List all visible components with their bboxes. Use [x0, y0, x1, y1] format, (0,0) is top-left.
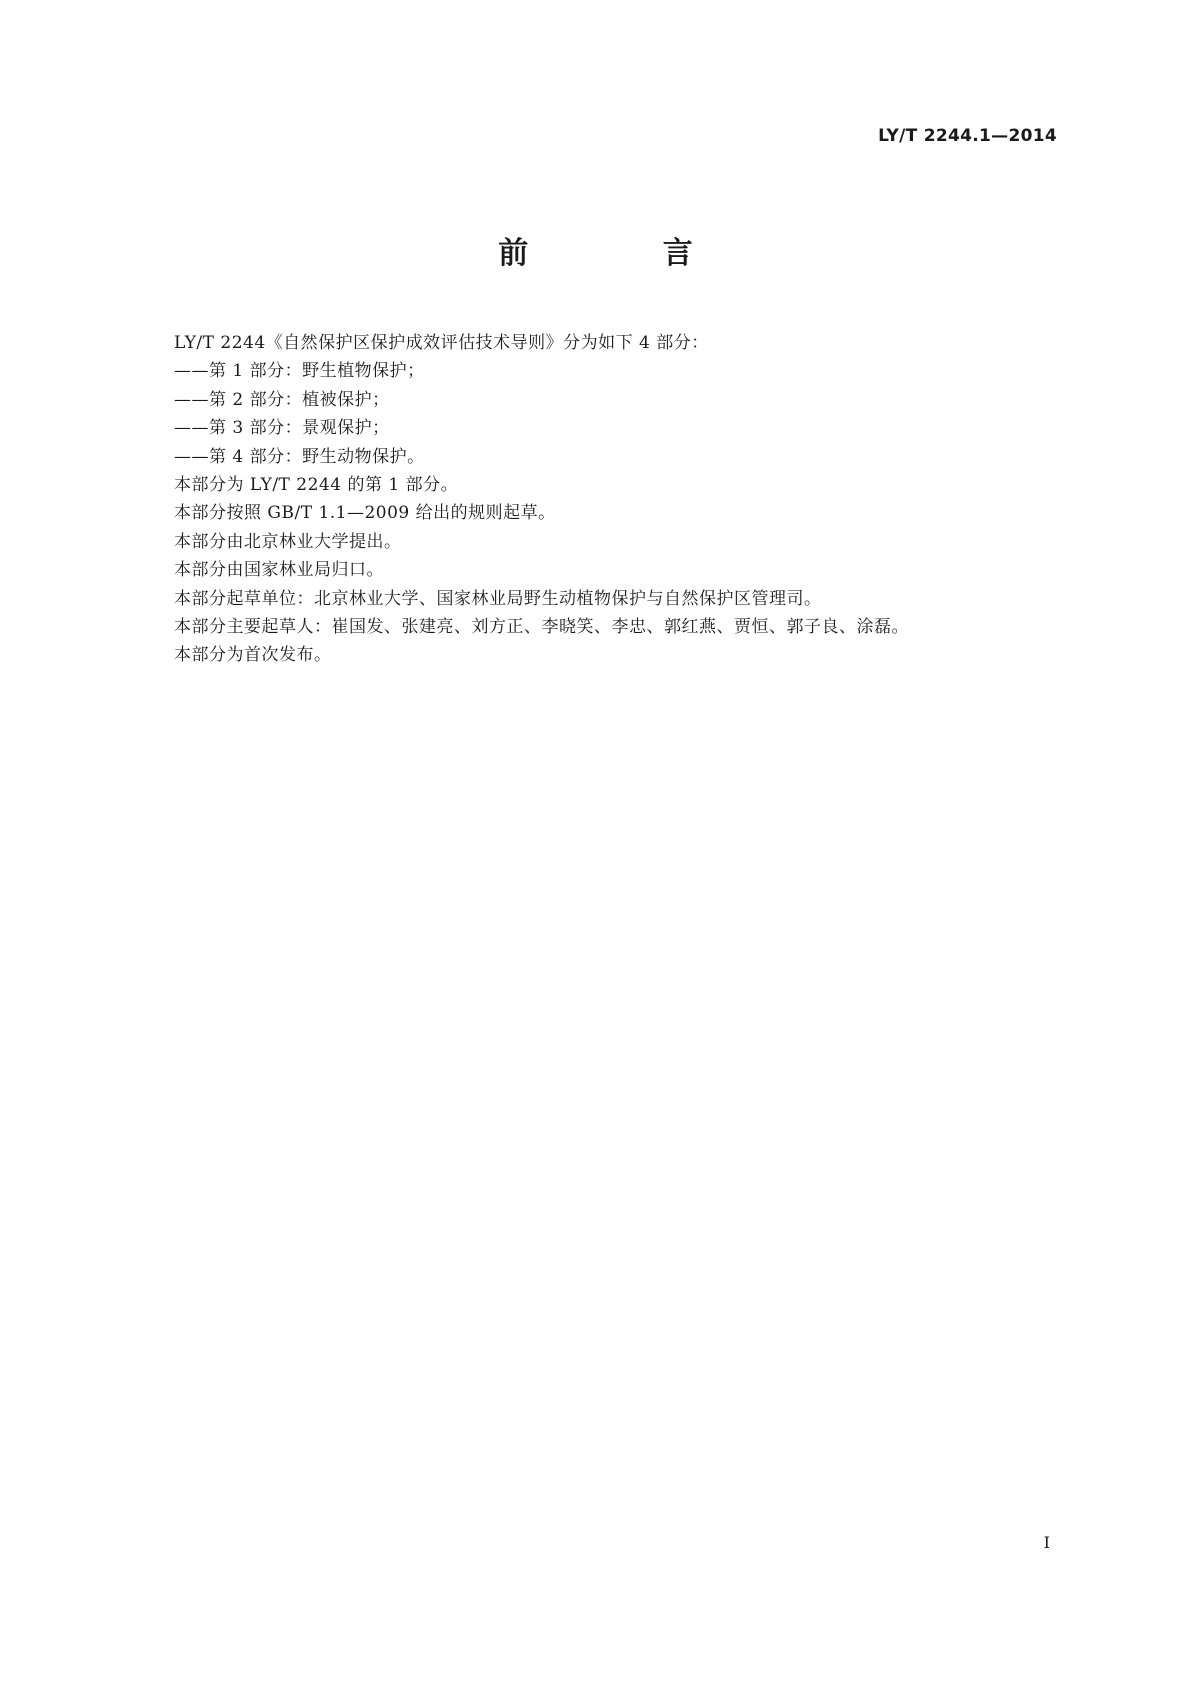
foreword-line-drafting-rules: 本部分按照 GB/T 1.1—2009 给出的规则起草。 [174, 503, 556, 524]
foreword-line-part-2: ——第 2 部分：植被保护； [174, 389, 390, 410]
foreword-line-intro: LY/T 2244《自然保护区保护成效评估技术导则》分为如下 4 部分： [174, 333, 709, 353]
foreword-line-drafting-units: 本部分起草单位：北京林业大学、国家林业局野生动植物保护与自然保护区管理司。 [174, 588, 822, 609]
page-title: 前 言 [498, 236, 755, 271]
foreword-body [174, 329, 1074, 670]
foreword-line-scope: 本部分为 LY/T 2244 的第 1 部分。 [174, 474, 459, 495]
foreword-line-part-4: ——第 4 部分：野生动物保护。 [174, 446, 425, 467]
foreword-line-part-1: ——第 1 部分：野生植物保护； [174, 361, 425, 382]
page-number: I [1043, 1533, 1050, 1552]
document-code: LY/T 2244.1—2014 [878, 126, 1057, 146]
foreword-line-drafters: 本部分主要起草人：崔国发、张建亮、刘方正、李晓笑、李忠、郭红燕、贾恒、郭子良、涂磊。 [174, 616, 909, 637]
foreword-line-proposer: 本部分由北京林业大学提出。 [174, 531, 402, 552]
foreword-line-first-release: 本部分为首次发布。 [174, 645, 332, 666]
foreword-line-part-3: ——第 3 部分：景观保护； [174, 418, 390, 439]
foreword-line-administrator: 本部分由国家林业局归口。 [174, 560, 384, 581]
